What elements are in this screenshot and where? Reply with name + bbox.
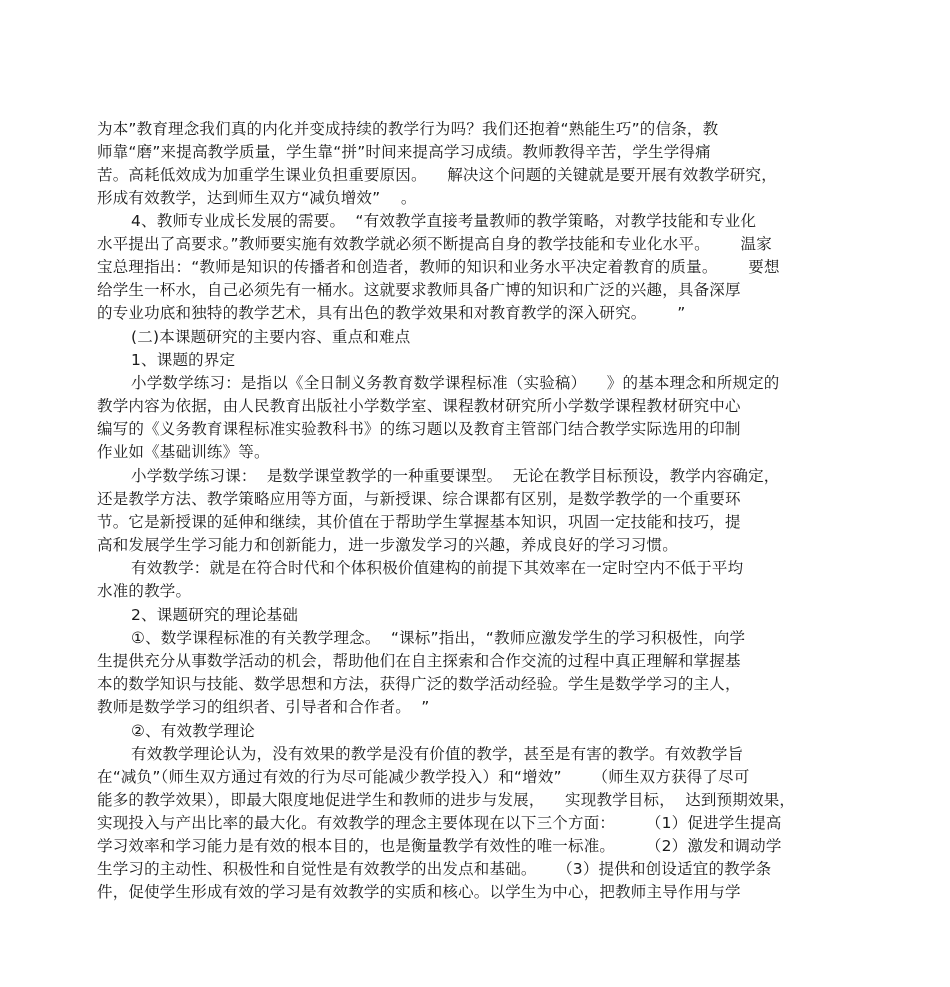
text-line: 学习效率和学习能力是有效的根本目的，也是衡量教学有效性的唯一标准。 （2）激发和调动学 — [97, 837, 782, 855]
section-heading: (二)本课题研究的主要内容、重点和难点 — [131, 328, 411, 346]
text-line: 实现投入与产出比率的最大化。有效教学的理念主要体现在以下三个方面： （1）促进学生提高 — [97, 814, 782, 832]
text-line: 苦。高耗低效成为加重学生课业负担重要原因。 解决这个问题的关键就是要开展有效教学研究， — [97, 166, 777, 184]
text-line: 为本”教育理念我们真的内化并变成持续的教学行为吗？我们还抱着“熟能生巧”的信条，教 — [97, 120, 719, 138]
subsection-heading: 1、课题的界定 — [131, 351, 236, 369]
text-line: 有效教学理论认为，没有效果的教学是没有价值的教学，甚至是有害的教学。有效教学旨 — [131, 745, 744, 763]
text-line: 生学习的主动性、积极性和自觉性是有效教学的出发点和基础。 （3）提供和创设适宜的教学条 — [97, 860, 772, 878]
text-line: 水平提出了高要求。”教师要实施有效教学就必须不断提高自身的教学技能和专业化水平。 温家 — [97, 235, 772, 253]
text-line: 小学数学练习课： 是数学课堂教学的一种重要课型。 无论在教学目标预设，教学内容确定， — [131, 467, 780, 485]
text-line: 节。它是新授课的延伸和继续，其价值在于帮助学生掌握基本知识，巩固一定技能和技巧，提 — [97, 513, 741, 531]
text-line: 生提供充分从事数学活动的机会，帮助他们在自主探索和合作交流的过程中真正理解和掌握基 — [97, 652, 741, 670]
text-line: 水准的教学。 — [97, 582, 192, 600]
text-line: 还是教学方法、教学策略应用等方面，与新授课、综合课都有区别，是数学教学的一个重要环 — [97, 490, 741, 508]
text-line: 宝总理指出：“教师是知识的传播者和创造者，教师的知识和业务水平决定着教育的质量。 要想 — [97, 258, 780, 276]
subsection-heading: ②、有效教学理论 — [131, 722, 255, 740]
text-line: 本的数学知识与技能、数学思想和方法，获得广泛的数学活动经验。学生是数学学习的主人， — [97, 675, 741, 693]
text-line: 能多的教学效果），即最大限度地促进学生和教师的进步与发展， 实现教学目标， 达到预期效果， — [97, 791, 796, 809]
text-line: 教师是数学学习的组织者、引导者和合作者。 ” — [97, 698, 430, 716]
text-line: ①、数学课程标准的有关教学理念。 “课标”指出，“教师应激发学生的学习积极性，向学 — [131, 629, 746, 647]
text-line: 师靠“磨”来提高教学质量，学生靠“拼”时间来提高学习成绩。教师教得辛苦，学生学得痛 — [97, 143, 711, 161]
text-line: 作业如《基础训练》等。 — [97, 443, 270, 461]
text-line: 形成有效教学，达到师生双方“减负增效” 。 — [97, 189, 417, 207]
text-line: 教学内容为依据，由人民教育出版社小学数学室、课程教材研究所小学数学课程教材研究中心 — [97, 397, 741, 415]
text-line: 在“减负”（师生双方通过有效的行为尽可能减少教学投入）和“增效” （师生双方获得了尽可 — [97, 768, 750, 786]
text-line: 4、教师专业成长发展的需要。 “有效教学直接考量教师的教学策略，对教学技能和专业化 — [131, 212, 757, 230]
text-line: 的专业功底和独特的教学艺术，具有出色的教学效果和对教育教学的深入研究。 ” — [97, 304, 686, 322]
text-line: 编写的《义务教育课程标准实验教科书》的练习题以及教育主管部门结合教学实际选用的印制 — [97, 420, 741, 438]
text-line: 件，促使学生形成有效的学习是有效教学的实质和核心。以学生为中心，把教师主导作用与学 — [97, 883, 741, 901]
text-line: 有效教学：就是在符合时代和个体积极价值建构的前提下其效率在一定时空内不低于平均 — [131, 559, 744, 577]
text-line: 小学数学练习：是指以《全日制义务教育数学课程标准（实验稿） 》的基本理念和所规定的 — [131, 374, 780, 392]
text-line: 给学生一杯水，自己必须先有一桶水。这就要求教师具备广博的知识和广泛的兴趣，具备深厚 — [97, 281, 741, 299]
text-line: 高和发展学生学习能力和创新能力，进一步激发学习的兴趣，养成良好的学习习惯。 — [97, 536, 678, 554]
subsection-heading: 2、课题研究的理论基础 — [131, 606, 299, 624]
